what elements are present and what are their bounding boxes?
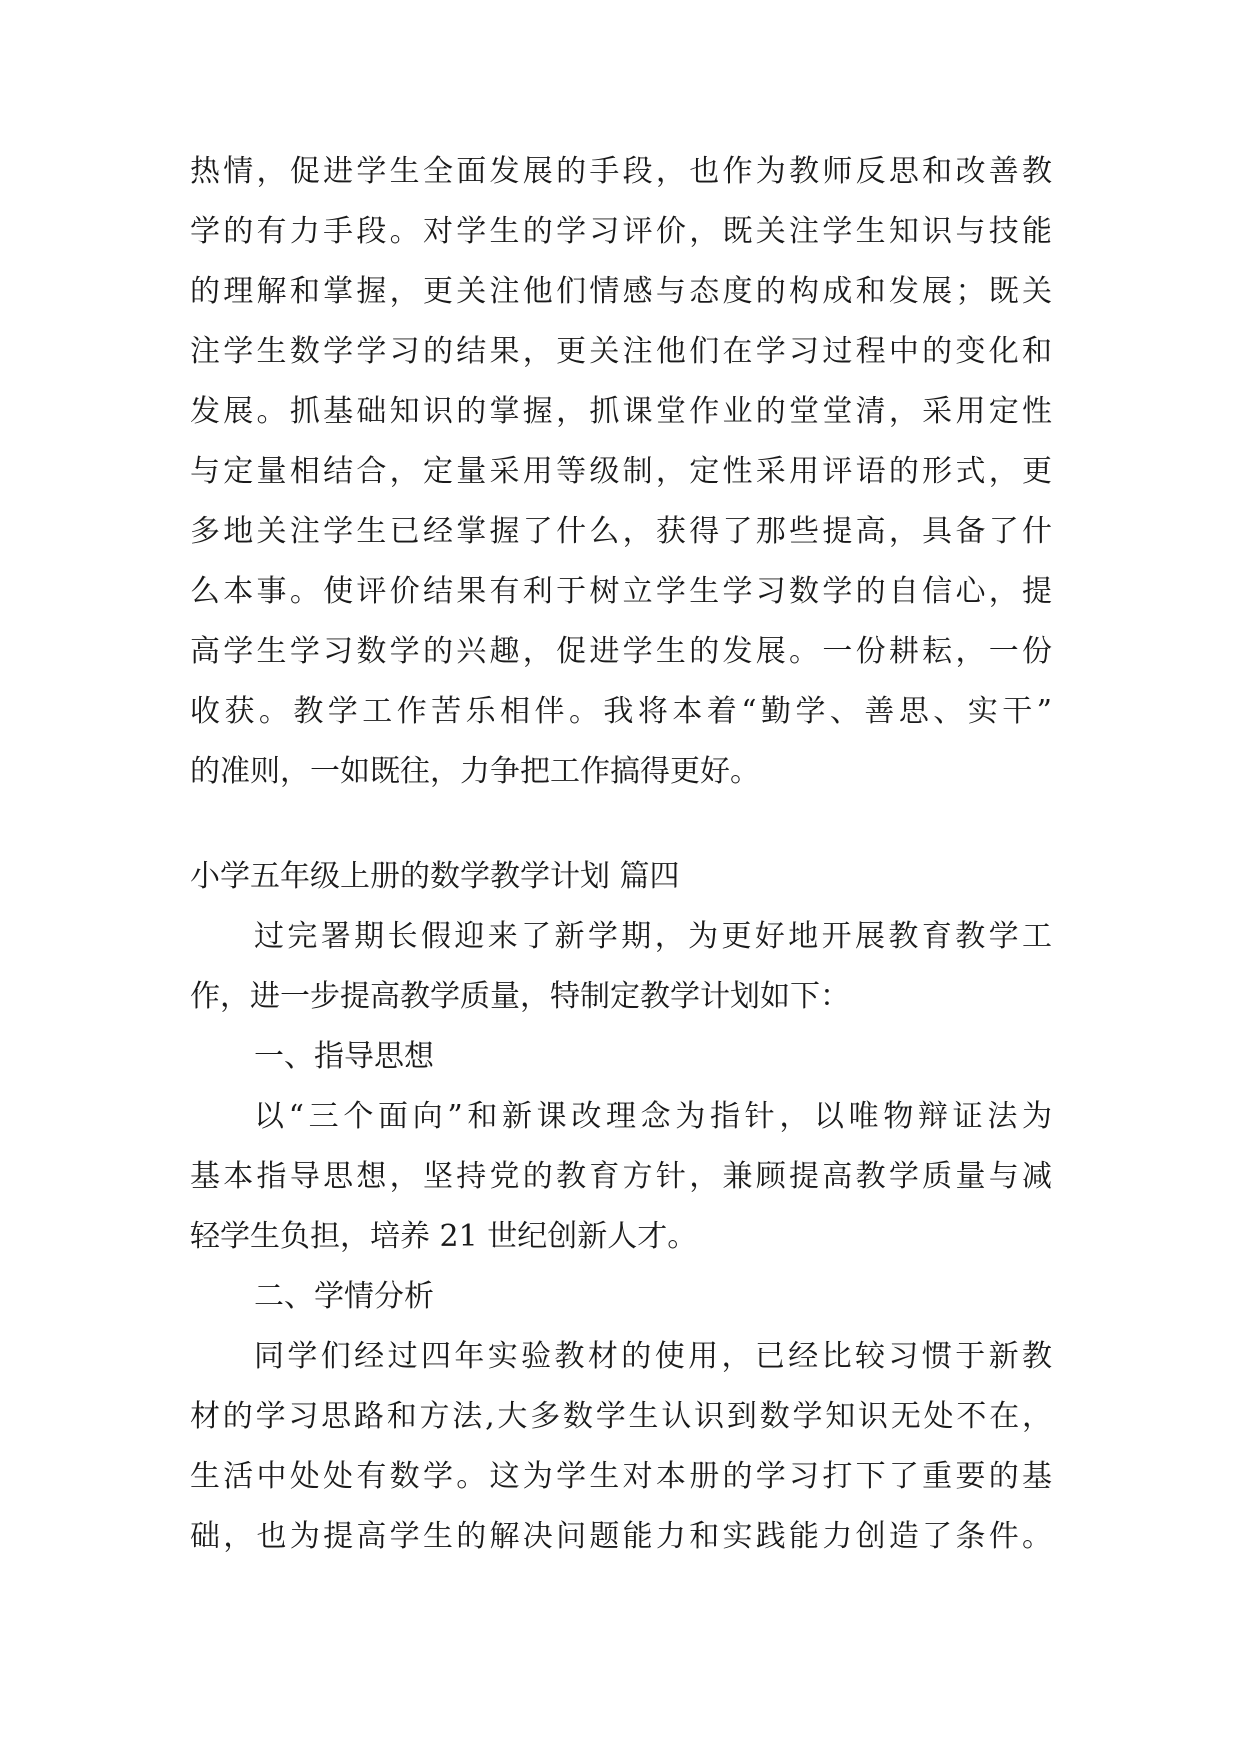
text-line: 注学生数学学习的结果，更关注他们在学习过程中的变化和 bbox=[190, 334, 1052, 369]
section-title: 小学五年级上册的数学教学计划 篇四 bbox=[190, 859, 680, 894]
paragraph-student-analysis bbox=[190, 1327, 1052, 1567]
text-line: 轻学生负担，培养 21 世纪创新人才。 bbox=[190, 1219, 698, 1254]
text-line: 么本事。使评价结果有利于树立学生学习数学的自信心，提 bbox=[190, 574, 1052, 609]
text-line: 高学生学习数学的兴趣，促进学生的发展。一份耕耘，一份 bbox=[190, 634, 1052, 669]
text-line: 的准则，一如既往，力争把工作搞得更好。 bbox=[190, 754, 760, 789]
text-line: 过完署期长假迎来了新学期，为更好地开展教育教学工 bbox=[254, 919, 1052, 954]
text-line: 础，也为提高学生的解决问题能力和实践能力创造了条件。 bbox=[190, 1519, 1052, 1554]
text-line: 多地关注学生已经掌握了什么，获得了那些提高，具备了什 bbox=[190, 514, 1052, 549]
paragraph-evaluation bbox=[190, 142, 1052, 802]
text-line: 学的有力手段。对学生的学习评价，既关注学生知识与技能 bbox=[190, 214, 1052, 249]
text-line: 发展。抓基础知识的掌握，抓课堂作业的堂堂清，采用定性 bbox=[190, 394, 1052, 429]
text-line: 同学们经过四年实验教材的使用，已经比较习惯于新教 bbox=[254, 1339, 1052, 1374]
text-line: 基本指导思想，坚持党的教育方针，兼顾提高教学质量与减 bbox=[190, 1159, 1052, 1194]
text-line: 材的学习思路和方法,大多数学生认识到数学知识无处不在， bbox=[190, 1399, 1052, 1434]
text-line: 与定量相结合，定量采用等级制，定性采用评语的形式，更 bbox=[190, 454, 1052, 489]
document-page bbox=[190, 142, 1052, 1567]
text-line: 的理解和掌握，更关注他们情感与态度的构成和发展；既关 bbox=[190, 274, 1052, 309]
text-line: 热情，促进学生全面发展的手段，也作为教师反思和改善教 bbox=[190, 154, 1052, 189]
text-line: 作，进一步提高教学质量，特制定教学计划如下： bbox=[190, 979, 850, 1014]
paragraph-intro bbox=[190, 907, 1052, 1027]
paragraph-guiding-thought bbox=[190, 1087, 1052, 1267]
text-line: 生活中处处有数学。这为学生对本册的学习打下了重要的基 bbox=[190, 1459, 1052, 1494]
text-line: 以“三个面向”和新课改理念为指针，以唯物辩证法为 bbox=[254, 1099, 1052, 1134]
subheading-student-analysis: 二、学情分析 bbox=[254, 1279, 434, 1314]
subheading-guiding-thought: 一、指导思想 bbox=[254, 1039, 434, 1074]
text-line: 收获。教学工作苦乐相伴。我将本着“勤学、善思、实干” bbox=[190, 694, 1052, 729]
